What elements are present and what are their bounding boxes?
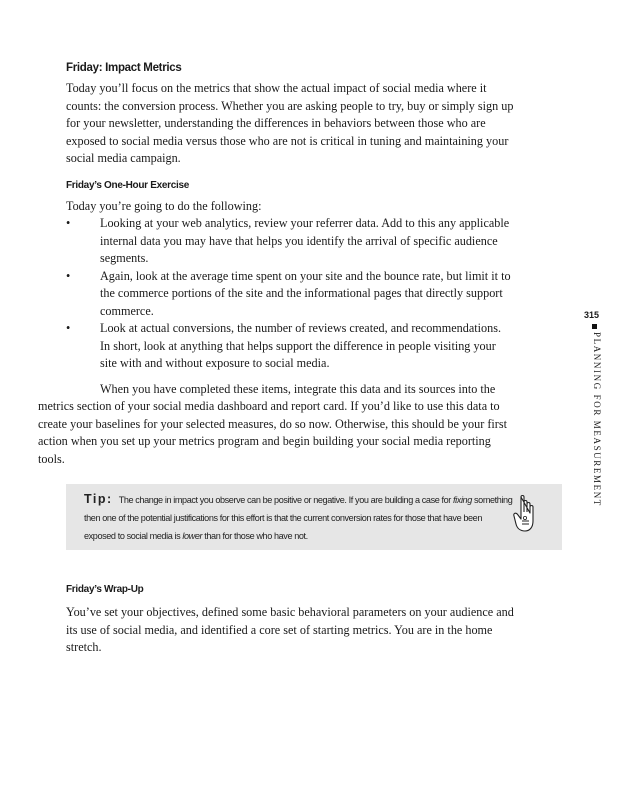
page-number: 315 bbox=[584, 310, 600, 320]
page-content bbox=[38, 62, 514, 468]
closing-paragraph: When you have completed these items, integrate this data and its sources into the metrics section of your social media dashboard and report card. If you’d like to use this data to create your baselines for your selected measures, do so now. Otherwise, this should be your first action when you set up your metrics program and begin building your social media reporting tools. bbox=[38, 381, 507, 466]
bullet-marker: • bbox=[66, 268, 71, 283]
tip-text bbox=[84, 490, 514, 545]
wrapup-paragraph: You’ve set your objectives, defined some basic behavioral parameters on your audience and its use of social media, and identified a core set of starting metrics. You are in the home stretch. bbox=[66, 605, 514, 654]
running-head bbox=[584, 310, 608, 507]
tip-text-part: than for those who have not. bbox=[202, 531, 308, 541]
list-item-text: Again, look at the average time spent on your site and the bounce rate, but limit it to the commerce portions of the site and the informational pages that directly support commerce. bbox=[100, 268, 511, 318]
intro-paragraph: Today you’ll focus on the metrics that show the actual impact of social media where it counts: the conversion process. Whether you are asking people to try, buy or simply sign up for your newsletter, understanding the differences in behaviors between those who are exposed to social media versus those who are not is critical in tuning and maintaining your social media campaign. bbox=[66, 81, 514, 165]
square-marker-icon bbox=[592, 324, 597, 329]
tip-text-part: something then one of the potential justifications for this effort is that the current conversion rates for those that have been exposed to social media is bbox=[84, 495, 513, 541]
exercise-list bbox=[66, 215, 514, 373]
list-item bbox=[66, 320, 514, 373]
list-item-text: Looking at your web analytics, review your referrer data. Add to this any applicable internal data you may have that helps you identify the arrival of specific audience segments. bbox=[100, 216, 510, 265]
wrapup-heading: Friday’s Wrap-Up bbox=[66, 584, 144, 595]
bullet-marker: • bbox=[66, 216, 71, 230]
pointing-hand-icon bbox=[512, 494, 538, 536]
list-item-text: Look at actual conversions, the number of reviews created, and recommendations. In short, look at anything that helps support the difference in people visiting your site with and without exposure to social media. bbox=[100, 321, 502, 370]
tip-emphasis: fixing bbox=[453, 495, 472, 505]
section-heading: Friday: Impact Metrics bbox=[66, 62, 182, 74]
chapter-title: PLANNING FOR MEASUREMENT bbox=[592, 332, 602, 507]
exercise-heading: Friday’s One-Hour Exercise bbox=[66, 179, 189, 191]
wrapup-section bbox=[66, 584, 514, 657]
tip-emphasis: lower bbox=[182, 531, 203, 541]
bullet-marker: • bbox=[66, 321, 71, 335]
tip-box bbox=[66, 484, 562, 550]
list-item bbox=[66, 268, 514, 321]
tip-text-part: The change in impact you observe can be positive or negative. If you are building a case for bbox=[118, 495, 454, 505]
list-item bbox=[66, 215, 514, 268]
tip-label: Tip: bbox=[84, 492, 113, 506]
exercise-lead: Today you’re going to do the following: bbox=[66, 198, 262, 213]
